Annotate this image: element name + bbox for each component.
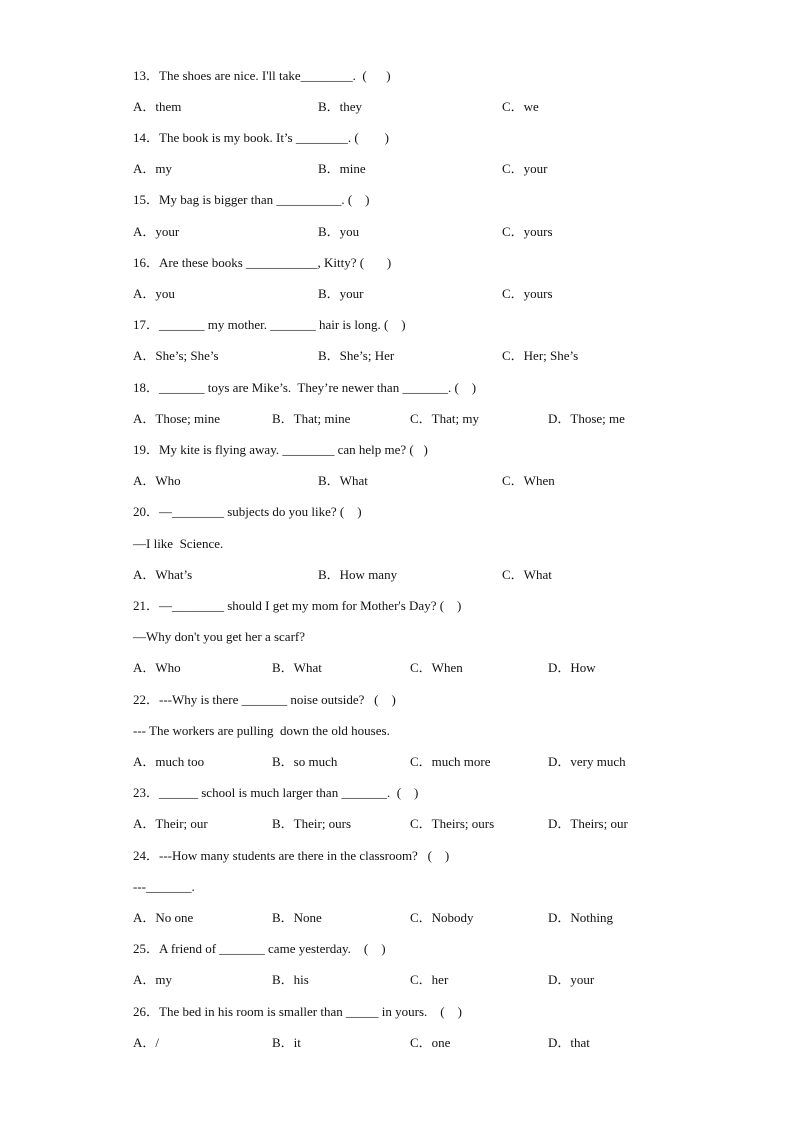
q18-option-a: A．Those; mine xyxy=(133,411,221,426)
q21-option-d: D．How xyxy=(548,660,596,675)
q23-option-a: A．Their; our xyxy=(133,816,208,831)
q22-answer-line: --- The workers are pulling down the old houses. xyxy=(133,723,390,738)
q18-option-d: D．Those; me xyxy=(548,411,625,426)
q20-option-a: A．What’s xyxy=(133,567,193,582)
q20-option-c: C．What xyxy=(502,567,552,582)
question-15: 15．My bag is bigger than __________. ( ) xyxy=(133,192,370,207)
q17-option-c: C．Her; She’s xyxy=(502,348,579,363)
q17-option-b: B．She’s; Her xyxy=(318,348,395,363)
q19-option-a: A．Who xyxy=(133,473,181,488)
question-22: 22．---Why is there _______ noise outside? ( ) xyxy=(133,692,396,707)
q21-option-c: C．When xyxy=(410,660,463,675)
q17-option-a: A．She’s; She’s xyxy=(133,348,219,363)
q16-option-c: C．yours xyxy=(502,286,553,301)
q18-option-c: C．That; my xyxy=(410,411,479,426)
q22-option-a: A．much too xyxy=(133,754,205,769)
question-26: 26．The bed in his room is smaller than _____ in yours. ( ) xyxy=(133,1004,462,1019)
q24-option-c: C．Nobody xyxy=(410,910,474,925)
q22-option-b: B．so much xyxy=(272,754,338,769)
question-23: 23．______ school is much larger than _______. ( ) xyxy=(133,785,419,800)
q16-option-a: A．you xyxy=(133,286,175,301)
q13-option-c: C．we xyxy=(502,99,539,114)
q16-option-b: B．your xyxy=(318,286,364,301)
q20-answer-line: —I like Science. xyxy=(133,536,224,551)
question-13: 13．The shoes are nice. I'll take________. ( ) xyxy=(133,68,391,83)
question-24: 24．---How many students are there in the classroom? ( ) xyxy=(133,848,450,863)
q18-option-b: B．That; mine xyxy=(272,411,351,426)
q23-option-c: C．Theirs; ours xyxy=(410,816,495,831)
q23-option-b: B．Their; ours xyxy=(272,816,352,831)
q14-option-a: A．my xyxy=(133,161,173,176)
q21-option-b: B．What xyxy=(272,660,322,675)
q24-answer-line: ---_______. xyxy=(133,879,195,894)
q22-option-c: C．much more xyxy=(410,754,491,769)
question-25: 25．A friend of _______ came yesterday. ( ) xyxy=(133,941,386,956)
question-19: 19．My kite is flying away. ________ can help me? ( ) xyxy=(133,442,428,457)
question-16: 16．Are these books ___________, Kitty? ( ) xyxy=(133,255,392,270)
question-20: 20．—________ subjects do you like? ( ) xyxy=(133,504,362,519)
q21-answer-line: —Why don't you get her a scarf? xyxy=(133,629,306,644)
q13-option-b: B．they xyxy=(318,99,363,114)
q22-option-d: D．very much xyxy=(548,754,626,769)
q19-option-b: B．What xyxy=(318,473,368,488)
q25-option-b: B．his xyxy=(272,972,309,987)
q25-option-c: C．her xyxy=(410,972,449,987)
question-21: 21．—________ should I get my mom for Mother's Day? ( ) xyxy=(133,598,462,613)
q13-option-a: A．them xyxy=(133,99,182,114)
q24-option-b: B．None xyxy=(272,910,322,925)
question-18: 18．_______ toys are Mike’s. They’re newer than _______. ( ) xyxy=(133,380,477,395)
q26-option-a: A．/ xyxy=(133,1035,160,1050)
q14-option-c: C．your xyxy=(502,161,548,176)
q26-option-d: D．that xyxy=(548,1035,590,1050)
q24-option-d: D．Nothing xyxy=(548,910,614,925)
q15-option-a: A．your xyxy=(133,224,180,239)
q15-option-c: C．yours xyxy=(502,224,553,239)
q26-option-b: B．it xyxy=(272,1035,301,1050)
question-17: 17．_______ my mother. _______ hair is long. ( ) xyxy=(133,317,406,332)
q14-option-b: B．mine xyxy=(318,161,366,176)
q23-option-d: D．Theirs; our xyxy=(548,816,628,831)
q20-option-b: B．How many xyxy=(318,567,398,582)
q26-option-c: C．one xyxy=(410,1035,451,1050)
q25-option-a: A．my xyxy=(133,972,173,987)
q19-option-c: C．When xyxy=(502,473,555,488)
q21-option-a: A．Who xyxy=(133,660,181,675)
q25-option-d: D．your xyxy=(548,972,595,987)
question-14: 14．The book is my book. It’s ________. ( ) xyxy=(133,130,390,145)
q15-option-b: B．you xyxy=(318,224,360,239)
q24-option-a: A．No one xyxy=(133,910,194,925)
